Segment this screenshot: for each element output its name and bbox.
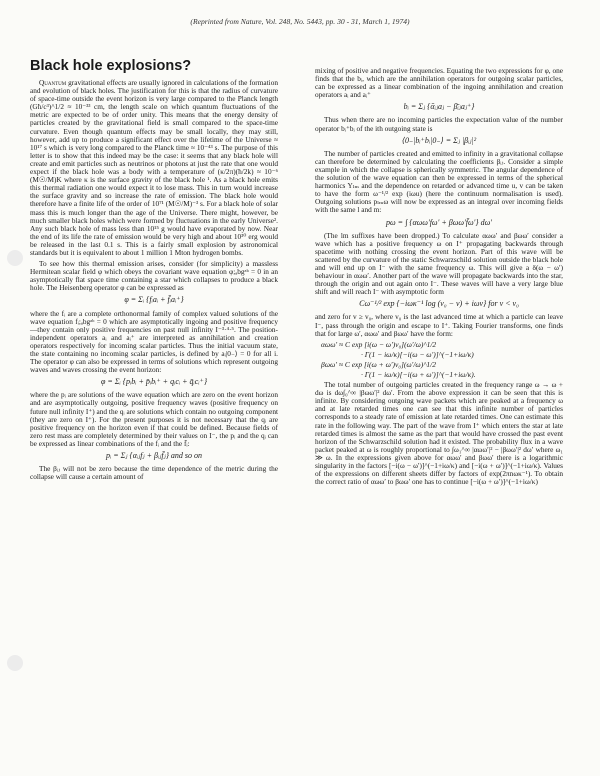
equation: pᵢ = Σⱼ {αᵢⱼfⱼ + βᵢⱼf̄ⱼ} and so on xyxy=(105,451,203,461)
equation: bᵢ = Σⱼ {ᾱᵢⱼaⱼ − β̄ᵢⱼaⱼ⁺} xyxy=(403,102,475,112)
equation: Cω⁻¹/² exp {−iωκ⁻¹ log (v₀ − v) + iωv} for v < v₀ xyxy=(359,299,519,309)
paragraph: where the fᵢ are a complete orthonormal family of complex valued solutions of the wave equation fᵢ;ₐbgᵃᵇ = 0 which are asymptotically ingoing and positive frequency—they contain only positive frequencies on past null infinity I⁻³·⁴·⁵. The position-independent operators aᵢ and aᵢ⁺ are interpreted as annihilation and creation operators respectively for incoming scalar particles. Thus the initial vacuum state, the state containing no incoming scalar particles, is defined by aᵢ|0₋⟩ = 0 for all i. The operator φ can also be expressed in terms of solutions which represent outgoing waves and waves crossing the event horizon: xyxy=(30,308,278,375)
article-title: Black hole explosions? xyxy=(30,58,192,74)
equation: φ = Σᵢ {fᵢaᵢ + f̄ᵢaᵢ⁺} xyxy=(124,295,184,305)
paragraph: The βᵢⱼ will not be zero because the time dependence of the metric during the collapse will cause a certain amount of xyxy=(30,464,278,482)
paragraph: To see how this thermal emission arises, consider (for simplicity) a massless Hermitean scalar field φ which obeys the covariant wave equation φ;ₐbgᵃᵇ = 0 in an asymptotically flat space time containing a star which collapses to produce a black hole. The Heisenberg operator φ can be expressed as xyxy=(30,259,278,293)
paragraph: (The lm suffixes have been dropped.) To calculate αωω′ and βωω′ consider a wave which has a positive frequency ω on I⁺ propagating backwards through spacetime with nothing crossing the event horizon. Part of this wave will be scattered by the curvature of the static Schwarzschild solution outside the black hole and will end up on I⁻ with the same frequency ω. This will give a δ(ω − ω′) behaviour in αωω′. Another part of the wave will propagate backwards into the star, through the origin and out again onto I⁻. These waves will have a very large blue shift and will reach I⁻ with asymptotic form xyxy=(315,230,563,297)
equation: pω = ∫ {αωω′fω′ + βωω′f̄ω′} dω′ xyxy=(386,217,492,227)
paragraph: The total number of outgoing particles created in the frequency range ω → ω + dω is dω∫₀^∞ |βωω′|² dω′. From the above expression it can be seen that this is infinite. By considering outgoing wave packets which are peaked at a frequency ω and at late retarded times one can see that this infinite number of particles corresponds to a steady rate of emission at late retarded times. One can estimate this rate in the following way. The part of the wave from I⁺ which enters the star at late retarded times is almost the same as the part that would have crossed the past event horizon of the Schwarzschild solution had it existed. The probability flux in a wave packet peaked at ω is roughly proportional to ∫ω₁^∞ |αωω′|² − |βωω′|² dω′ where ω₁ ≫ ω. In the expressions given above for αωω′ and βωω′ there is a logarithmic singularity in the factors [−i(ω − ω′)]^(−1+iω/κ) and [−i(ω + ω′)]^(−1+iω/κ). Values of the expressions on different sheets differ by factors of exp(2πnωκ⁻¹). To obtain the correct ratio of αωω′ to βωω′ one has to continue [−i(ω + ω′)]^(−1+iω/κ) xyxy=(315,380,563,487)
paragraph: and zero for v ≥ v₀, where v₀ is the last advanced time at which a particle can leave I⁻, pass through the origin and escape to I⁺. Taking Fourier transforms, one finds that for large ω′, αωω′ and βωω′ have the form: xyxy=(315,312,563,338)
lead-word: Quantum xyxy=(39,78,67,87)
right-column xyxy=(315,67,563,489)
punch-hole-icon xyxy=(7,250,23,266)
punch-hole-icon xyxy=(7,655,23,671)
left-column xyxy=(30,79,278,484)
equation: αωω′ ≈ C exp [i(ω − ω′)v₀](ω′/ω)^1/2 xyxy=(321,339,437,349)
paragraph-text: gravitational effects are usually ignored in calculations of the formation and evolution of black holes. The justification for this is that the radius of curvature of space-time outside the event horizon is very large compared to the Planck length (Għ/c³)^1/2 ≈ 10⁻³³ cm, the length scale on which quantum fluctuations of the metric are expected to be of order unity. This means that the energy density of particles created by the gravitational field is small compared to the space-time curvature. Even though quantum effects may be small locally, they may still, however, add up to produce a significant effect over the lifetime of the Universe ≈ 10¹⁷ s which is very long compared to the Planck time ≈ 10⁻⁴³ s. The purpose of this letter is to show that this indeed may be the case: it seems that any black hole will create and emit particles such as neutrinos or photons at just the rate that one would expect if the black hole was a body with a temperature of (κ/2π)(ħ/2k) ≈ 10⁻⁶ (M☉/M)K where κ is the surface gravity of the black hole ¹. As a black hole emits this thermal radiation one would expect it to lose mass. This in turn would increase the surface gravity and so increase the rate of emission. The black hole would therefore have a finite life of the order of 10⁷¹ (M☉/M)⁻³ s. For a black hole of solar mass this is much longer than the age of the Universe. There might, however, be much smaller black holes which were formed by fluctuations in the early Universe². Any such black hole of mass less than 10¹⁵ g would have evaporated by now. Near the end of its life the rate of emission would be very high and about 10³⁰ erg would be released in the last 0.1 s. This is a fairly small explosion by astronomical standards but it is equivalent to about 1 million 1 Mton hydrogen bombs. xyxy=(30,78,278,257)
paragraph: where the pᵢ are solutions of the wave equation which are zero on the event horizon and are asymptotically outgoing, positive frequency waves (positive frequency on future null infinity I⁺) and the qᵢ are solutions which contain no outgoing component (they are zero on I⁺). For the present purposes it is not necessary that the qᵢ are positive frequency on the horizon even if that could be defined. Because fields of zero rest mass are completely determined by their values on I⁻, the pᵢ and the qᵢ can be expressed as linear combinations of the fᵢ and the f̄ᵢ: xyxy=(30,390,278,448)
equation: · Γ(1 − iω/κ)[−i(ω − ω′)]^(−1+iω/κ) xyxy=(361,349,474,359)
equation: φ = Σᵢ {pᵢbᵢ + p̄ᵢbᵢ⁺ + qᵢcᵢ + q̄ᵢcᵢ⁺} xyxy=(100,377,208,387)
paragraph: Thus when there are no incoming particles the expectation value of the number operator bᵢ⁺bᵢ of the ith outgoing state is xyxy=(315,115,563,133)
paragraph: mixing of positive and negative frequencies. Equating the two expressions for φ, one finds that the bᵢ, which are the annihilation operators for outgoing scalar particles, can be expressed as a linear combination of the ingoing annihilation and creation operators aᵢ and aᵢ⁺ xyxy=(315,66,563,100)
equation: · Γ(1 − iω/κ)[−i(ω + ω′)]^(−1+iω/κ). xyxy=(361,370,476,379)
paragraph xyxy=(30,79,278,257)
equation: βωω′ ≈ C exp [i(ω + ω′)v₀](ω′/ω)^1/2 xyxy=(321,359,436,369)
equation: ⟨0₋|bᵢ⁺bᵢ|0₋⟩ = Σⱼ |βᵢⱼ|² xyxy=(401,135,477,145)
reprint-header: (Reprinted from Nature, Vol. 248, No. 5443, pp. 30 - 31, March 1, 1974) xyxy=(190,17,410,26)
paragraph: The number of particles created and emitted to infinity in a gravitational collapse can therefore be determined by calculating the coefficients βᵢⱼ. Consider a simple example in which the collapse is spherically symmetric. The angular dependence of the solution of the wave equation can then be expressed in terms of the spherical harmonics Yₗₘ and the dependence on retarded or advanced time u, v can be taken to have the form ω⁻¹/² exp (iωu) (here the continuum normalisation is used). Outgoing solutions pₗₘω will now be expressed as an integral over incoming fields with the same l and m: xyxy=(315,148,563,215)
